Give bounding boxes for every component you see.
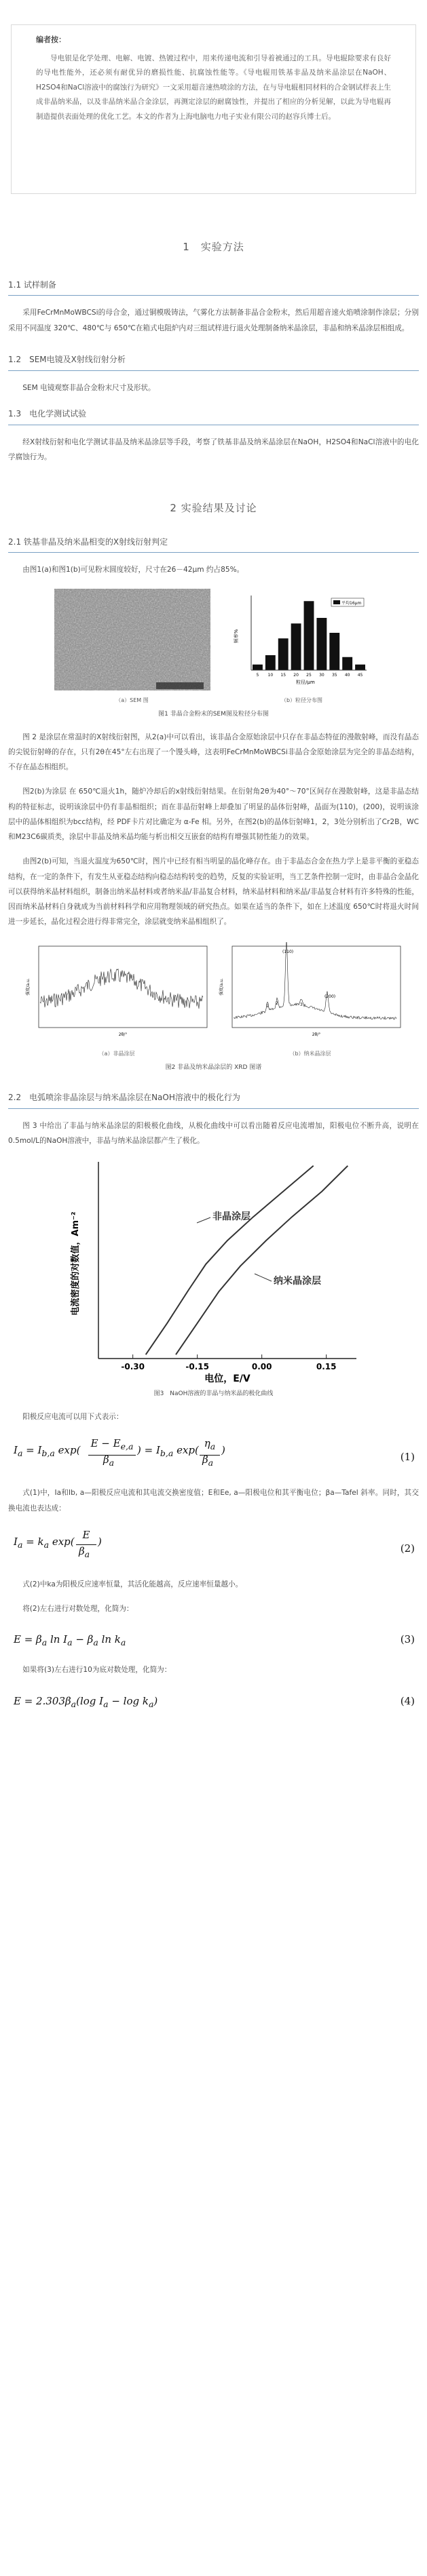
paragraph-2-9: 将(2)左右进行对数处理，化简为： (22, 1605, 134, 1614)
pol-x-label: 电位，E/V (204, 1373, 250, 1385)
equation-3: $E = \beta_a$ $\ln I_a - \beta_a$ $\ln k_a$ (3) (8, 1626, 419, 1653)
hist-bar (265, 655, 275, 670)
hist-x-tick: 40 (344, 672, 350, 678)
pol-x-tick-label: -0.30 (120, 1362, 145, 1372)
hist-bar (342, 657, 352, 669)
hist-bar (316, 618, 327, 670)
hist-bar (291, 623, 301, 670)
figure-3-caption: 图3 NaOH溶液的非晶与纳米晶的极化曲线 (153, 1390, 274, 1398)
editor-note-body: 导电银是化学处理、电解、电镀、热镀过程中，用来传递电流和引导着被通过的工具。导电辊除要求有良好的导电性能外，还必须有耐优异的磨损性能、抗腐蚀性能等。《导电辊用铁基非晶及纳米晶涂层在NaOH、H2SO4和NaCl溶液中的腐蚀行为研究》一文采用超音速热喷涂的方法，在与导电辊相同材料的合金钢试样表上生成非晶纳米晶，以及非晶纳米晶合金涂层，再测定涂层的耐腐蚀性，并提出了相应的分析见解，以此为导电辊再制造提供表面处理的优化工艺。本文的作者为上海电脑电力电子实业有限公司的赵容兵博士后。 (36, 54, 391, 121)
hist-x-tick: 5 (256, 672, 259, 678)
equation-4-number: (4) (400, 1694, 415, 1707)
xrd-peak-mark-2: 2 (275, 1000, 278, 1006)
paragraph-1-3: 经X射线衍射和电化学测试非晶及纳米晶涂层等手段，考察了铁基非晶及纳米晶涂层在NaOH，H2SO4和NaCl溶液中的电化学腐蚀行为。 (8, 437, 419, 461)
paragraph-2-10: 如果将(3)左右进行10为底对数处理，化简为： (22, 1666, 172, 1675)
figure-2a (24, 942, 210, 1059)
hist-bar (355, 664, 365, 669)
amorphous-coating-curve (145, 1166, 313, 1354)
editor-note-box (11, 24, 416, 194)
xrd-a-y-label: 强度/a.u. (25, 977, 31, 996)
hist-bar (329, 633, 339, 670)
figure-2b (217, 942, 404, 1059)
subsection-1-3-title: 1.3 电化学测试试验 (8, 405, 419, 425)
editor-note-title: 编者按： (36, 35, 66, 44)
figure-1-caption: 图1 非晶合金粉末的SEM图及粒径分布图 (158, 710, 269, 718)
section-2-title: 2 实验结果及讨论 (170, 502, 257, 515)
xrd-peak-110-label: (110) (282, 949, 293, 954)
equation-4: $E = 2.303\beta_a(\log$ $I_a - \log k_a$) (4) (8, 1687, 419, 1715)
hist-x-tick: 35 (331, 672, 337, 678)
hist-y-label: 频率% (233, 629, 239, 643)
figure-1a-caption: （a）SEM 图 (115, 697, 149, 704)
paragraph-2-7: 式(1)中，Ia和Ib, a—阳极反应电流和其电流交换密度值；E和Ee, a—阳极电位和其平衡电位；βa—Tafel 斜率。同时，其交换电流也表达成： (8, 1489, 419, 1513)
hist-x-tick: 20 (293, 672, 299, 678)
sem-image (54, 589, 210, 690)
figure-2 (0, 942, 427, 1059)
hist-x-tick: 15 (280, 672, 286, 678)
amorphous-coating-label: 非晶涂层 (212, 1211, 250, 1223)
xrd-peak-200-label: (200) (324, 994, 335, 999)
hist-x-tick: 10 (267, 672, 273, 678)
xrd-nano-chart (217, 942, 404, 1044)
subsection-1-2-title: 1.2 SEM电镜及X射线衍射分析 (8, 351, 419, 371)
paragraph-2-8: 式(2)中ka为阳极反应速率恒量，其活化能越高，反应速率恒量越小。 (22, 1580, 243, 1588)
equation-2: $I_a = k_a$ exp( E $\beta_a$ ) (2) (8, 1525, 419, 1567)
figure-3 (0, 1155, 427, 1386)
equation-3-number: (3) (400, 1633, 415, 1646)
equation-2-number: (2) (400, 1542, 415, 1555)
hist-x-tick: 25 (305, 672, 312, 678)
figure-1a (54, 589, 210, 706)
hist-bar (253, 664, 263, 669)
xrd-amorphous-chart (24, 942, 210, 1044)
paragraph-2-6: 阳极反应电流可以用下式表示： (22, 1413, 124, 1422)
equation-1: $I_a = I_{b,a}$ exp( $E - E_{e,a}$ $\beta_a$ ) = $I_{b,a}$ exp( $\eta_a$ $\beta_a$ ) (1) (8, 1434, 419, 1476)
figure-2-caption: 图2 非晶及纳米晶涂层的 XRD 图谱 (165, 1063, 262, 1071)
paragraph-2-1: 由图1(a)和图1(b)可见粉末圆度较好，尺寸在26－42μm 约占85%。 (22, 566, 244, 574)
equation-1-number: (1) (400, 1451, 415, 1464)
xrd-peak-mark-1: 1 (265, 1003, 269, 1009)
figure-2a-caption: （a）非晶涂层 (98, 1051, 135, 1057)
paragraph-1-1: 采用FeCrMnMoWBCSi的母合金，通过铜模吸铸法，气雾化方法制备非晶合金粉末，然后用超音速火焰喷涂制作涂层；分别采用不同温度 320℃、480℃与 650℃在箱式电阻炉内对三组试样进行退火处理制备纳米晶涂层，非晶和纳米晶涂层相组成。 (8, 309, 419, 332)
paragraph-1-2: SEM 电镜观察非晶合金粉末尺寸及形状。 (22, 383, 155, 392)
xrd-b-x-label: 2θ/° (312, 1032, 320, 1037)
paragraph-2-5: 图 3 中给出了非晶与纳米晶涂层的阳极极化曲线，从极化曲线中可以看出随着反应电流增加，阳极电位不断升高，说明在0.5mol/L的NaOH溶液中，非晶与纳米晶涂层都产生了极化。 (8, 1121, 419, 1145)
hist-x-tick: 30 (318, 672, 324, 678)
subsection-2-2-title: 2.2 电弧喷涂非晶涂层与纳米晶涂层在NaOH溶液中的极化行为 (8, 1089, 419, 1109)
pol-y-label: 电流密度的对数值，Am⁻² (70, 1211, 81, 1316)
nanocrystalline-coating-curve (176, 1166, 348, 1354)
figure-1b (231, 589, 373, 706)
pol-x-tick-label: 0.15 (316, 1362, 336, 1372)
figure-1b-caption: （b）粒径分布图 (280, 697, 323, 704)
xrd-b-y-label: 强度/a.u. (219, 977, 224, 996)
subsection-1-1-title: 1.1 试样制备 (8, 276, 419, 296)
hist-bar (278, 638, 288, 670)
paragraph-2-4: 由图2(b)可知，当退火温度为650℃时，图片中已经有相当明显的晶化峰存在。由于非晶态合金在热力学上是非平衡的亚稳态结构，在一定的条件下，有发生从亚稳态结构向稳态结构转变的趋势，反复的实验证明，当工艺条件控制一定时，由非晶合金晶化可以获得纳米晶材料组织，制备出纳米晶材料或者纳米晶/非晶复合材料，纳米晶材料和纳米晶/非晶复合材料有许多特殊的性能，因而纳米晶材料自身就成为当前材料科学和应用物理领域的研究热点。如果在适当的条件下，如在上述温度 650℃时将退火时间进一步延长，晶化过程会进行得非常完全，涂层就变纳米晶相组织了。 (8, 857, 419, 926)
paragraph-2-2: 图 2 是涂层在常温时的X射线衍射图，从2(a)中可以看出，该非晶合金原始涂层中只存在非晶态特征的漫散射峰，而没有晶态的尖锐衍射峰的存在，只有2θ在45°左右出现了一个馒头峰，这表明FeCrMnMoWBCSi非晶合金原始涂层为完全的非晶态结构，不存在晶态相组织。 (8, 733, 419, 772)
xrd-peak-mark-3: 3 (299, 1002, 303, 1007)
particle-size-histogram (231, 589, 373, 690)
hist-legend-swatch (333, 600, 340, 604)
subsection-2-1-title: 2.1 铁基非晶及纳米晶相变的X射线衍射判定 (8, 533, 419, 553)
section-1-title: 1 实验方法 (183, 241, 244, 253)
figure-1 (0, 589, 427, 706)
polarization-curve-chart (58, 1155, 370, 1386)
hist-x-tick: 45 (357, 672, 363, 678)
pol-x-tick-label: 0.00 (251, 1362, 272, 1372)
hist-legend-label: 平均16μm (341, 600, 361, 606)
nano-coating-label: 纳米晶涂层 (273, 1276, 321, 1287)
figure-2b-caption: （b）纳米晶涂层 (289, 1051, 331, 1057)
paragraph-2-3: 图2(b)为涂层 在 650℃退火1h，随炉冷却后的x射线衍射结果。在衍射角2θ为40°～70°区间存在漫散射峰，这是非晶态结构的特征标志，说明该涂层中仍有非晶相组织；而在非晶衍射峰上却叠加了明显的晶体衍射峰，晶面为(110)，(200)，说明该涂层中的晶体相组织为bcc结构，经 PDF卡片对比确定为 α-Fe 相。另外，在图2(b)的晶体衍射峰1，2，3处分别析出了Cr2B，WC和M23C6碳质类，涂层中非晶及纳米晶均能与析出相交互嵌套的结构有增强其韧性能力的效果。 (8, 787, 419, 842)
hist-x-label: 粒径/μm (295, 679, 315, 685)
pol-x-tick-label: -0.15 (185, 1362, 209, 1372)
hist-bar (303, 601, 314, 670)
xrd-a-x-label: 2θ/° (118, 1032, 127, 1037)
